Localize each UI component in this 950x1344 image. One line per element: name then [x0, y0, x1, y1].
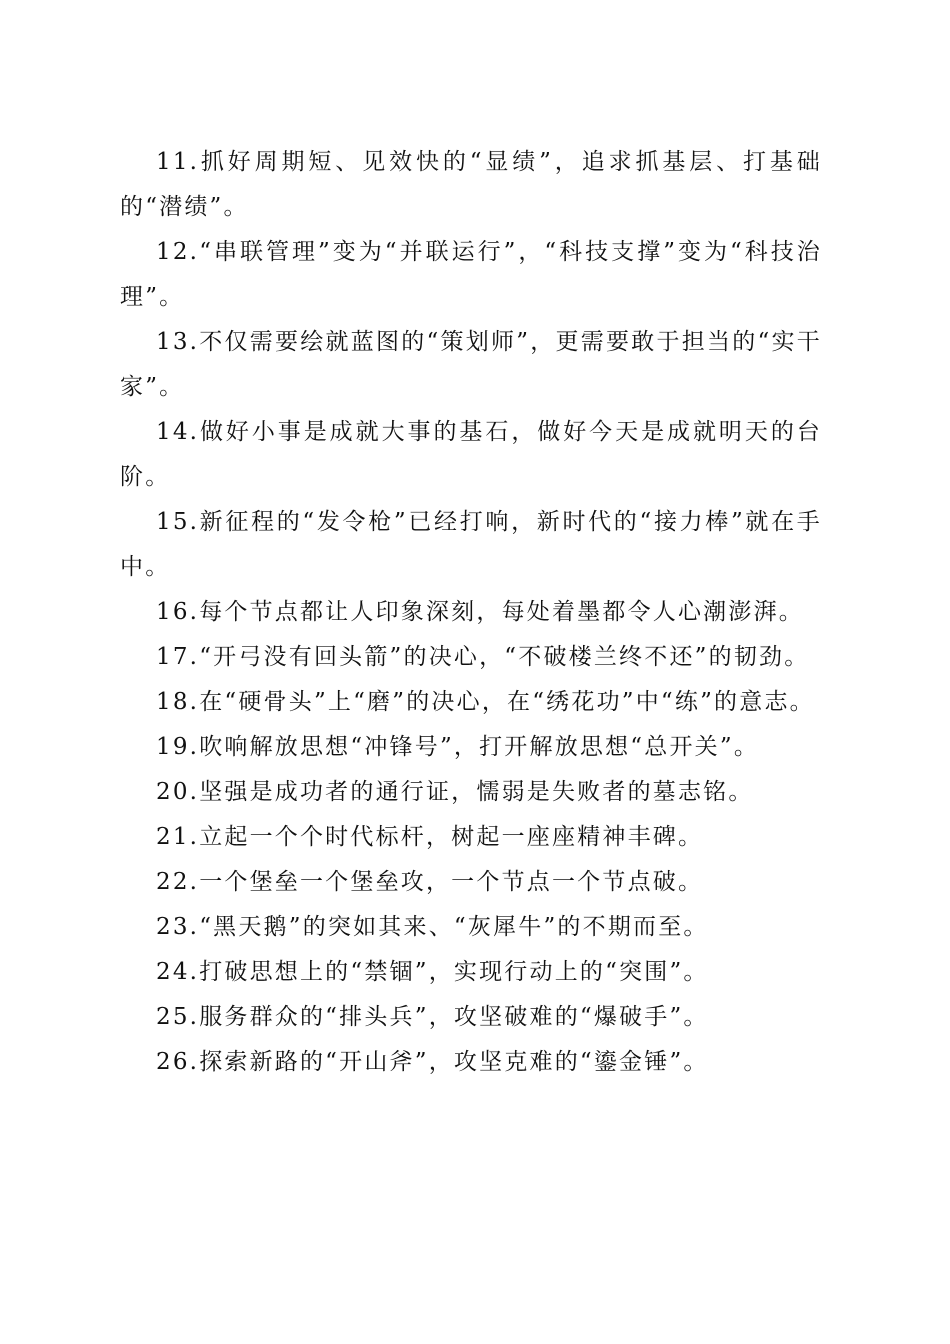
- item-text: 打破思想上的“禁锢”，实现行动上的“突围”。: [199, 959, 709, 985]
- list-item-22: [120, 860, 822, 905]
- item-text: 新征程的“发令枪”已经打响，新时代的“接力棒”就在手中。: [120, 509, 822, 580]
- item-text: 抓好周期短、见效快的“显绩”，追求抓基层、打基础的“潜绩”。: [120, 149, 822, 220]
- item-text: “开弓没有回头箭”的决心，“不破楼兰终不还”的韧劲。: [199, 644, 810, 670]
- list-item-21: [120, 815, 822, 860]
- list-item-19: [120, 725, 822, 770]
- item-text: 坚强是成功者的通行证，懦弱是失败者的墓志铭。: [199, 779, 754, 805]
- item-number: 14.: [156, 419, 200, 445]
- item-number: 23.: [156, 914, 200, 940]
- list-item-23: [120, 905, 822, 950]
- item-number: 22.: [156, 869, 200, 895]
- item-number: 13.: [156, 329, 200, 355]
- item-number: 21.: [156, 824, 200, 850]
- item-text: 服务群众的“排头兵”，攻坚破难的“爆破手”。: [199, 1004, 709, 1030]
- item-number: 18.: [156, 689, 200, 715]
- item-number: 17.: [156, 644, 200, 670]
- list-item-24: [120, 950, 822, 995]
- list-item-25: [120, 995, 822, 1040]
- item-number: 16.: [156, 599, 200, 625]
- list-item-26: [120, 1040, 822, 1085]
- item-text: “串联管理”变为“并联运行”，“科技支撑”变为“科技治理”。: [120, 239, 822, 310]
- item-number: 26.: [156, 1049, 200, 1075]
- item-number: 24.: [156, 959, 200, 985]
- item-text: 在“硬骨头”上“磨”的决心，在“绣花功”中“练”的意志。: [199, 689, 815, 715]
- item-text: 吹响解放思想“冲锋号”，打开解放思想“总开关”。: [199, 734, 760, 760]
- item-number: 11.: [156, 149, 200, 175]
- list-item-14: [120, 410, 822, 500]
- list-item-16: [120, 590, 822, 635]
- item-text: 做好小事是成就大事的基石，做好今天是成就明天的台阶。: [120, 419, 822, 490]
- list-item-11: [120, 140, 822, 230]
- list-item-13: [120, 320, 822, 410]
- list-item-15: [120, 500, 822, 590]
- item-number: 19.: [156, 734, 200, 760]
- item-text: 立起一个个时代标杆，树起一座座精神丰碑。: [199, 824, 704, 850]
- item-number: 12.: [156, 239, 200, 265]
- item-text: “黑天鹅”的突如其来、“灰犀牛”的不期而至。: [199, 914, 709, 940]
- item-number: 15.: [156, 509, 200, 535]
- item-text: 探索新路的“开山斧”，攻坚克难的“鎏金锤”。: [199, 1049, 709, 1075]
- item-text: 一个堡垒一个堡垒攻，一个节点一个节点破。: [199, 869, 704, 895]
- item-text: 每个节点都让人印象深刻，每处着墨都令人心潮澎湃。: [199, 599, 804, 625]
- list-item-18: [120, 680, 822, 725]
- item-text: 不仅需要绘就蓝图的“策划师”，更需要敢于担当的“实干家”。: [120, 329, 822, 400]
- item-number: 25.: [156, 1004, 200, 1030]
- list-item-12: [120, 230, 822, 320]
- document-page: [120, 140, 822, 1085]
- list-item-20: [120, 770, 822, 815]
- list-item-17: [120, 635, 822, 680]
- item-number: 20.: [156, 779, 200, 805]
